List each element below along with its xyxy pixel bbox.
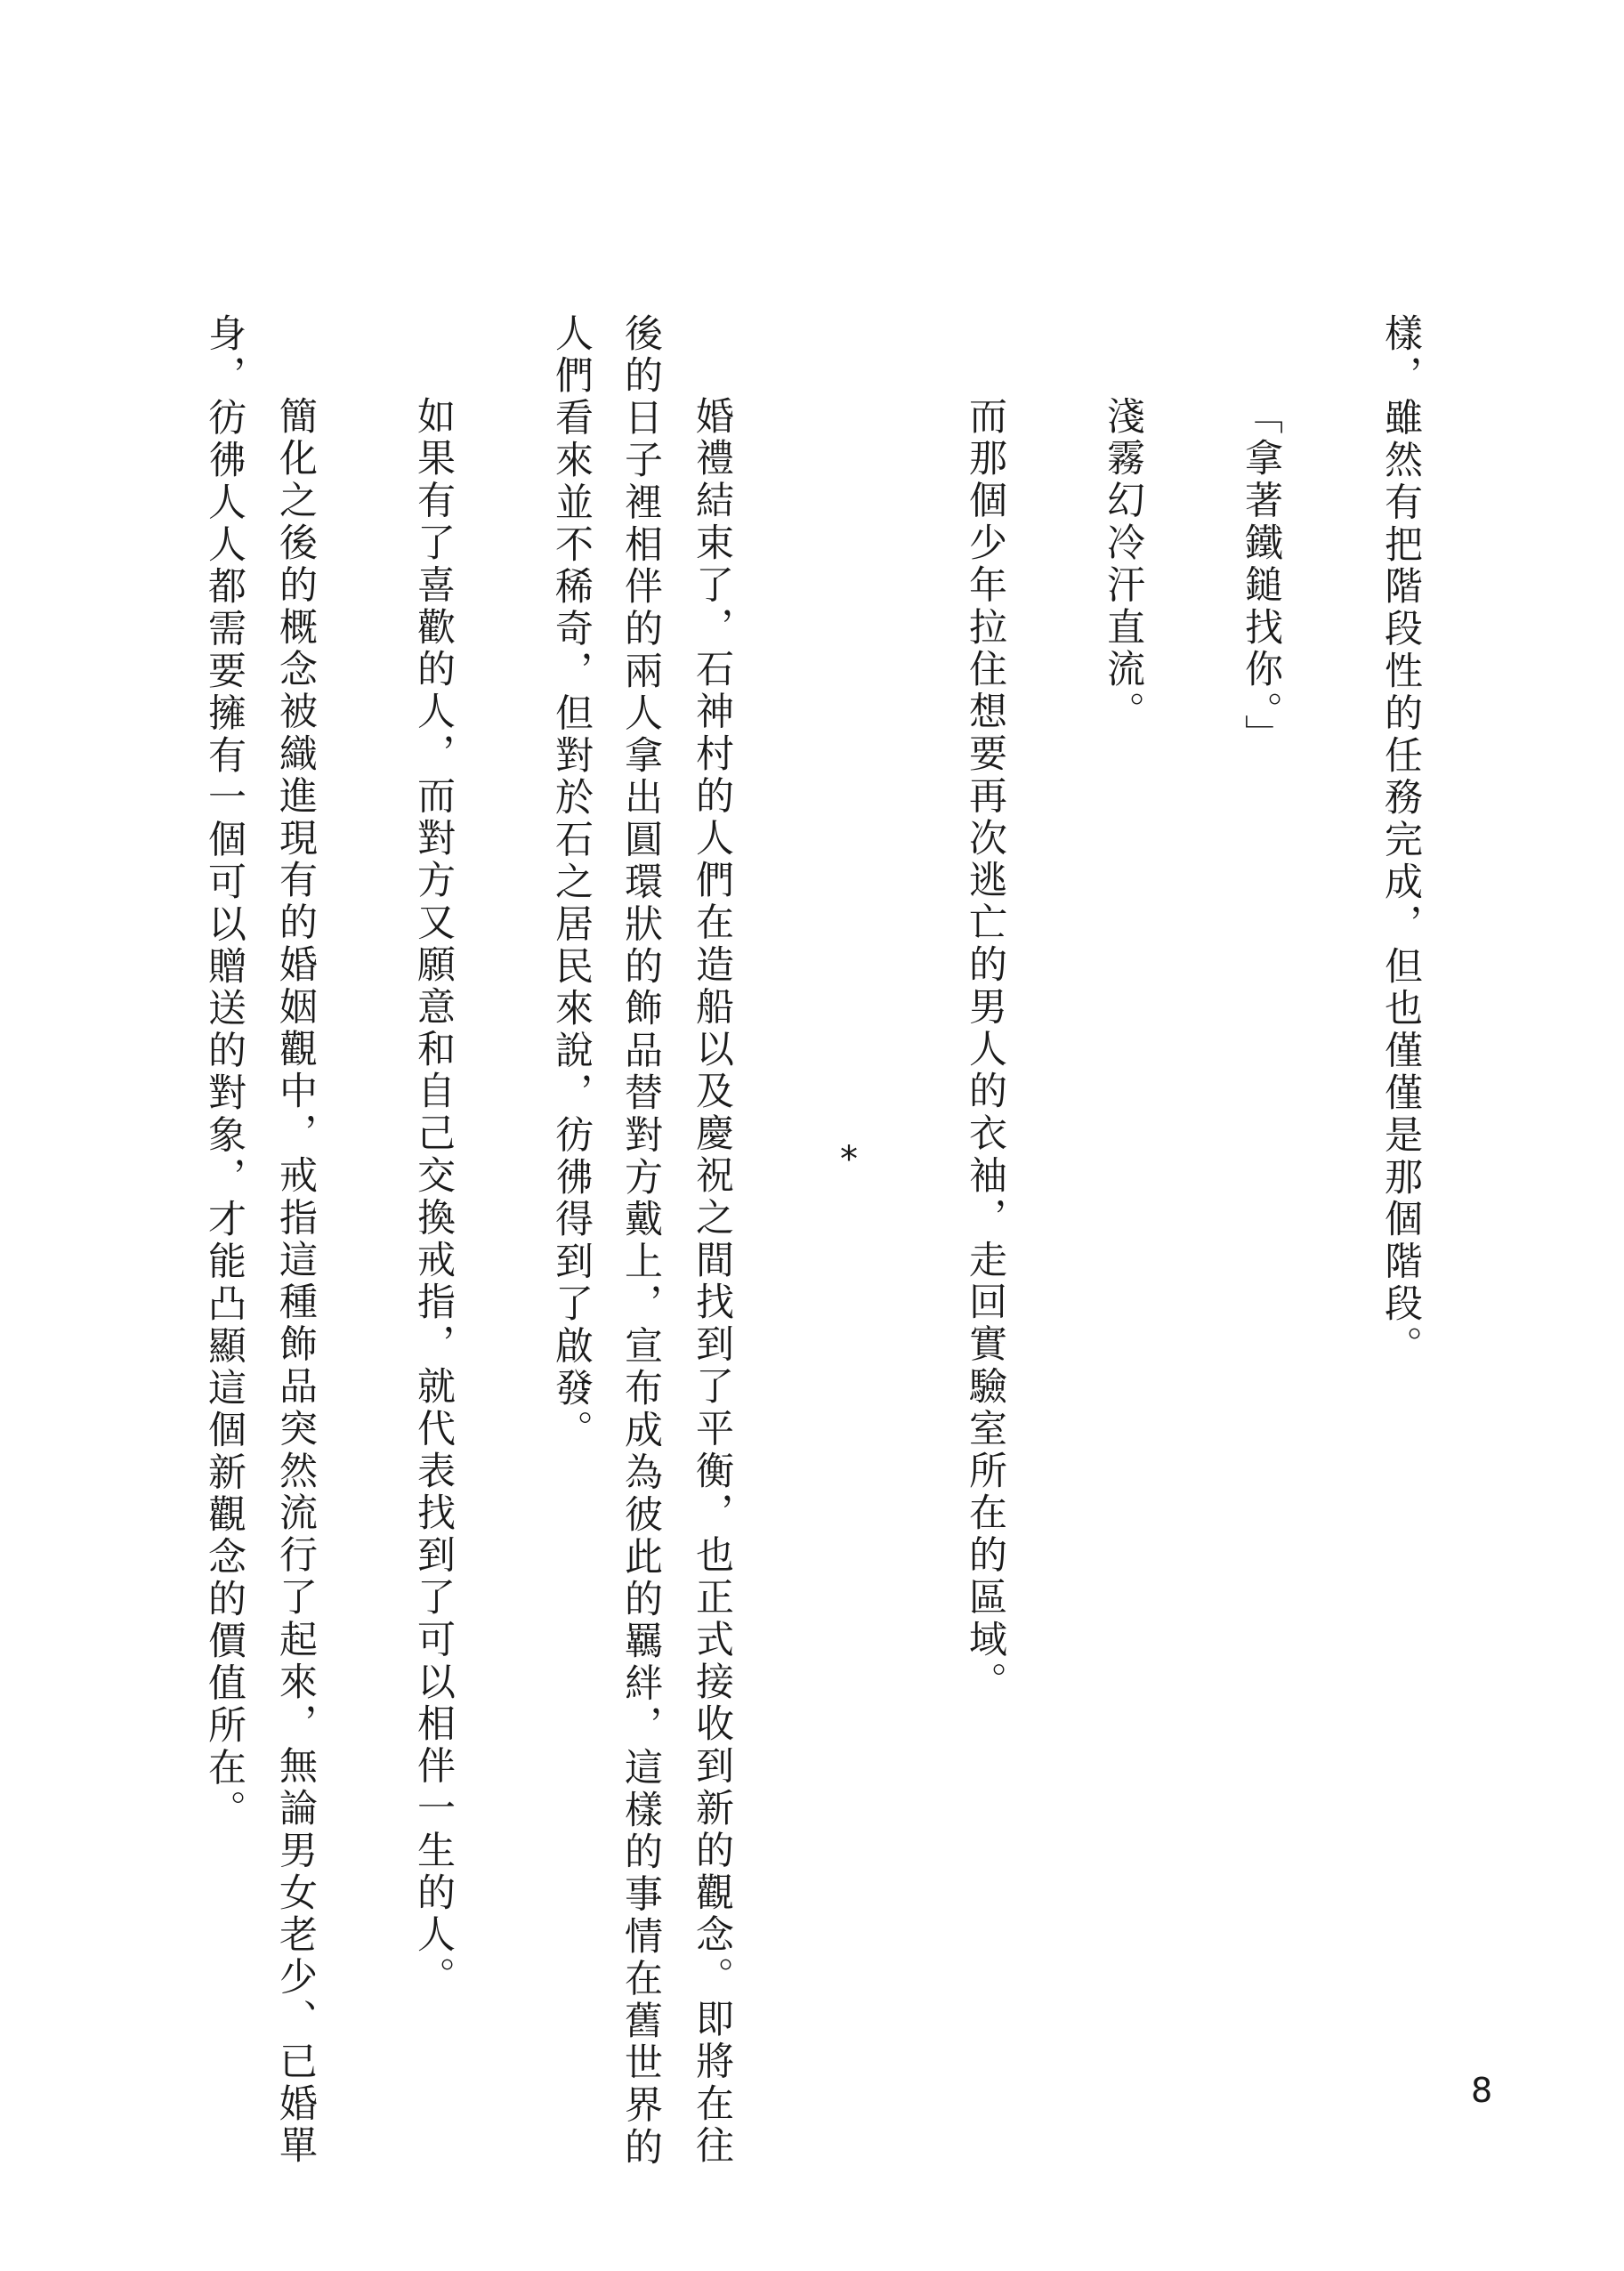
text-column-6: 後的日子裡相伴的兩人拿出圓環狀的飾品替對方戴上，宣布成為彼此的羈絆，這樣的事情在舊世界的 <box>618 313 663 2170</box>
text-column-3: 淺霧幻冷汗直流。 <box>1101 396 1145 734</box>
text-column-9: 簡化之後的概念被織進現有的婚姻觀中，戒指這種飾品突然流行了起來，無論男女老少、已婚單 <box>273 396 318 2168</box>
text-column-7: 人們看來並不稀奇，但對於石之居民來說，彷彿得到了啟發。 <box>549 313 594 1452</box>
section-separator: * <box>840 1139 858 1180</box>
text-column-4: 而那個少年拉住想要再次逃亡的男人的衣袖，走回實驗室所在的區域。 <box>963 396 1007 1704</box>
page-number: 8 <box>1471 2071 1493 2110</box>
text-column-5: 婚禮結束了，石神村的人們在造船以及慶祝之間找到了平衡，也正式接收到新的觀念。即將在往 <box>690 396 734 2168</box>
text-column-8: 如果有了喜歡的人，而對方又願意和自己交換戒指，就代表找到了可以相伴一生的人。 <box>411 396 456 2000</box>
text-column-1: 樣，雖然有把階段性的任務完成，但也僅僅是那個階段。 <box>1378 313 1423 1368</box>
text-column-2: 「拿著鐵鎚找你。」 <box>1239 396 1283 757</box>
text-column-10: 身，彷彿人人都需要擁有一個可以贈送的對象，才能凸顯這個新觀念的價值所在。 <box>202 313 246 1832</box>
